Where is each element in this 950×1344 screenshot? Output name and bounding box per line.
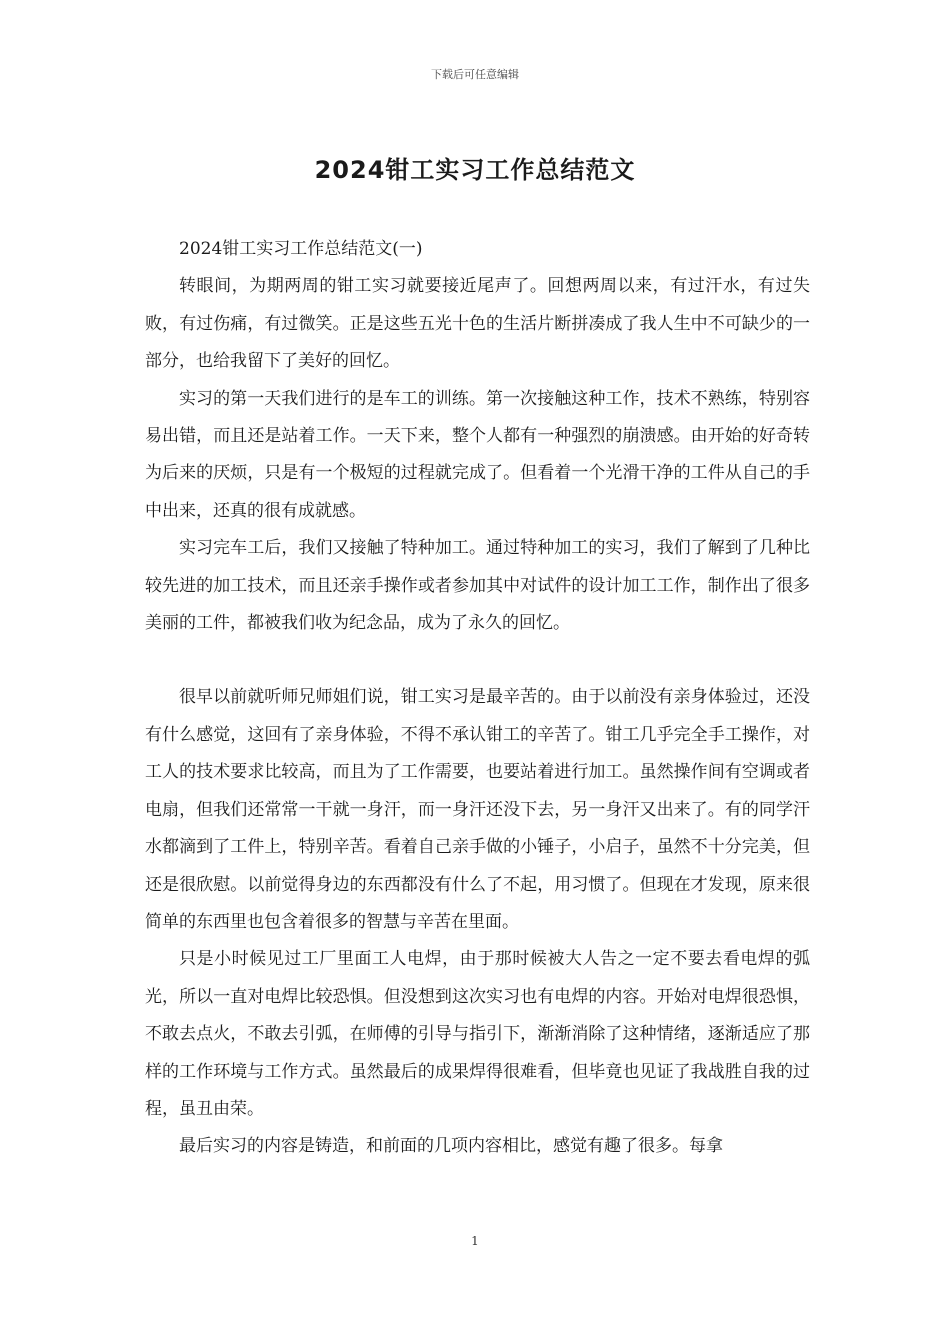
paragraph: 只是小时候见过工厂里面工人电焊，由于那时候被大人告之一定不要去看电焊的弧光，所以一直对电焊比较恐惧。但没想到这次实习也有电焊的内容。开始对电焊很恐惧，不敢去点火，不敢去引弧，在师傅的引导与指引下，渐渐消除了这种情绪，逐渐适应了那样的工作环境与工作方式。虽然最后的成果焊得很难看，但毕竟也见证了我战胜自我的过程，虽丑由荣。 (145, 949, 810, 1119)
paragraph: 实习的第一天我们进行的是车工的训练。第一次接触这种工作，技术不熟练，特别容易出错，而且还是站着工作。一天下来，整个人都有一种强烈的崩溃感。由开始的好奇转为后来的厌烦，只是有一个极短的过程就完成了。但看着一个光滑干净的工件从自己的手中出来，还真的很有成就感。 (145, 388, 810, 521)
document-body (145, 231, 810, 1166)
paragraph: 转眼间，为期两周的钳工实习就要接近尾声了。回想两周以来，有过汗水，有过失败，有过伤痛，有过微笑。正是这些五光十色的生活片断拼凑成了我人生中不可缺少的一部分，也给我留下了美好的回忆。 (145, 276, 810, 372)
document-title: 2024钳工实习工作总结范文 (314, 156, 636, 184)
page-number: 1 (471, 1234, 479, 1248)
header-note: 下载后可任意编辑 (431, 68, 519, 81)
paragraph: 最后实习的内容是铸造，和前面的几项内容相比，感觉有趣了很多。每拿 (179, 1136, 723, 1157)
paragraph: 实习完车工后，我们又接触了特种加工。通过特种加工的实习，我们了解到了几种比较先进的加工技术，而且还亲手操作或者参加其中对试件的设计加工工作，制作出了很多美丽的工件，都被我们收为纪念品，成为了永久的回忆。 (145, 538, 810, 634)
paragraph: 很早以前就听师兄师姐们说，钳工实习是最辛苦的。由于以前没有亲身体验过，还没有什么感觉，这回有了亲身体验，不得不承认钳工的辛苦了。钳工几乎完全手工操作，对工人的技术要求比较高，而且为了工作需要，也要站着进行加工。虽然操作间有空调或者电扇，但我们还常常一干就一身汗，而一身汗还没下去，另一身汗又出来了。有的同学汗水都滴到了工件上，特别辛苦。看着自己亲手做的小锤子，小启子，虽然不十分完美，但还是很欣慰。以前觉得身边的东西都没有什么了不起，用习惯了。但现在才发现，原来很简单的东西里也包含着很多的智慧与辛苦在里面。 (145, 687, 810, 932)
section-heading: 2024钳工实习工作总结范文(一) (179, 239, 423, 259)
